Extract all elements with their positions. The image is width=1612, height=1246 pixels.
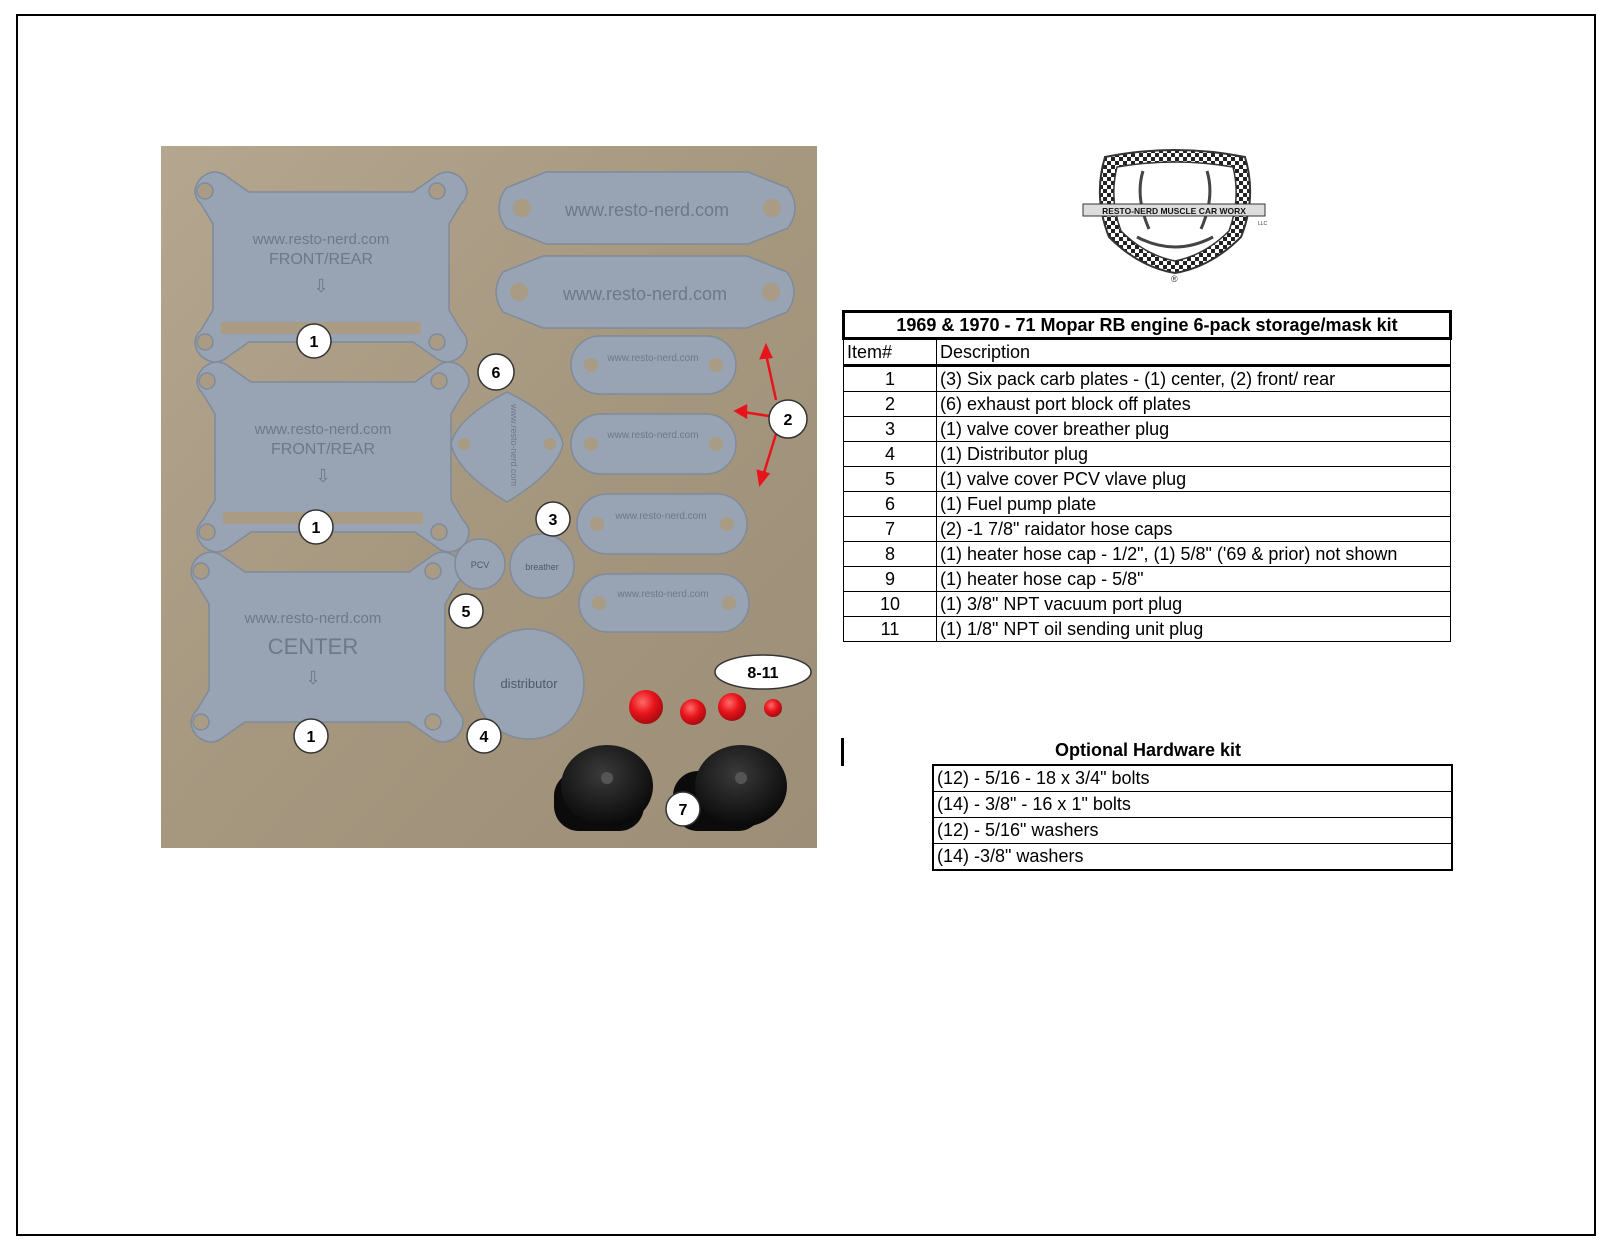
svg-text:2: 2	[783, 412, 793, 429]
plate-url-9: www.resto-nerd.com	[617, 589, 709, 600]
svg-text:1: 1	[309, 334, 319, 351]
exhaust-plate-small-4	[579, 574, 749, 632]
hardware-kit-table	[932, 764, 1453, 871]
table-row: 7 (2) -1 7/8" raidator hose caps	[844, 517, 1451, 542]
exhaust-plate-large-1	[499, 172, 795, 244]
exhaust-plate-large-2	[496, 256, 794, 328]
arrow-down-icon: ⇩	[305, 668, 321, 688]
distributor-label: distributor	[500, 676, 558, 691]
table-row: 11 (1) 1/8" NPT oil sending unit plug	[844, 617, 1451, 642]
plate-url-6: www.resto-nerd.com	[607, 353, 699, 364]
pcv-plug	[455, 539, 505, 589]
plate-url-1: www.resto-nerd.com	[252, 231, 390, 248]
callout-4	[467, 719, 501, 753]
callout-5	[449, 594, 483, 628]
arrow-down-icon: ⇩	[313, 276, 329, 296]
callout-1a	[297, 324, 331, 358]
arrow-down-icon: ⇩	[315, 466, 331, 486]
breather-label: breather	[525, 562, 559, 572]
breather-plug	[510, 534, 574, 598]
table-row: 8 (1) heater hose cap - 1/2", (1) 5/8" ('69 & prior) not shown	[844, 542, 1451, 567]
svg-text:3: 3	[548, 512, 558, 529]
svg-text:4: 4	[479, 729, 489, 746]
header-item: Item#	[844, 339, 937, 366]
callout-1c	[294, 719, 328, 753]
svg-text:1: 1	[306, 729, 316, 746]
header-description: Description	[937, 339, 1451, 366]
exhaust-plate-small-3	[577, 494, 747, 554]
plate-url-4: www.resto-nerd.com	[564, 200, 730, 220]
svg-text:6: 6	[491, 365, 501, 382]
table-row: 6 (1) Fuel pump plate	[844, 492, 1451, 517]
plate-url-7: www.resto-nerd.com	[607, 430, 699, 441]
svg-text:5: 5	[461, 604, 471, 621]
plate-url-5: www.resto-nerd.com	[562, 284, 728, 304]
table-row: (12) - 5/16" washers	[933, 818, 1452, 844]
exhaust-plate-small-2	[571, 414, 736, 474]
callout-1b	[299, 510, 333, 544]
logo-registered-mark: ®	[1171, 274, 1178, 284]
table-row: 10 (1) 3/8" NPT vacuum port plug	[844, 592, 1451, 617]
hardware-kit-title: Optional Hardware kit	[1055, 740, 1242, 760]
callout-7	[666, 792, 700, 826]
plate-url-8: www.resto-nerd.com	[615, 511, 707, 522]
plate-url-2: www.resto-nerd.com	[254, 421, 392, 438]
kit-table-title: 1969 & 1970 - 71 Mopar RB engine 6-pack storage/mask kit	[844, 312, 1451, 339]
callout-8-11	[715, 655, 811, 689]
plate-center-label: CENTER	[267, 634, 359, 659]
callout-6	[478, 354, 514, 390]
table-row: (14) - 3/8" - 16 x 1" bolts	[933, 792, 1452, 818]
table-row: 4 (1) Distributor plug	[844, 442, 1451, 467]
table-row: 3 (1) valve cover breather plug	[844, 417, 1451, 442]
logo-llc: LLC	[1258, 221, 1268, 227]
plate-front-rear-2: FRONT/REAR	[271, 441, 375, 458]
table-row: 9 (1) heater hose cap - 5/8"	[844, 567, 1451, 592]
callout-3	[536, 502, 570, 536]
table-row: (12) - 5/16 - 18 x 3/4" bolts	[933, 765, 1452, 792]
table-row: 2 (6) exhaust port block off plates	[844, 392, 1451, 417]
plate-url-10: www.resto-nerd.com	[509, 404, 519, 487]
product-photo	[161, 146, 817, 848]
plate-url-3: www.resto-nerd.com	[244, 610, 382, 627]
divider-mark	[841, 738, 844, 766]
svg-text:7: 7	[678, 802, 688, 819]
kit-contents-table	[842, 310, 1452, 642]
table-row: 5 (1) valve cover PCV vlave plug	[844, 467, 1451, 492]
exhaust-plate-small-1	[571, 336, 736, 394]
table-row: (14) -3/8" washers	[933, 844, 1452, 871]
pcv-label: PCV	[470, 560, 490, 570]
logo-text: RESTO-NERD MUSCLE CAR WORX	[1102, 206, 1246, 216]
plate-front-rear-1: FRONT/REAR	[269, 251, 373, 268]
svg-text:1: 1	[311, 520, 321, 537]
resto-nerd-logo	[1075, 137, 1275, 287]
table-row: 1 (3) Six pack carb plates - (1) center, (2) front/ rear	[844, 366, 1451, 392]
callout-2	[769, 400, 807, 438]
svg-text:8-11: 8-11	[747, 665, 779, 682]
